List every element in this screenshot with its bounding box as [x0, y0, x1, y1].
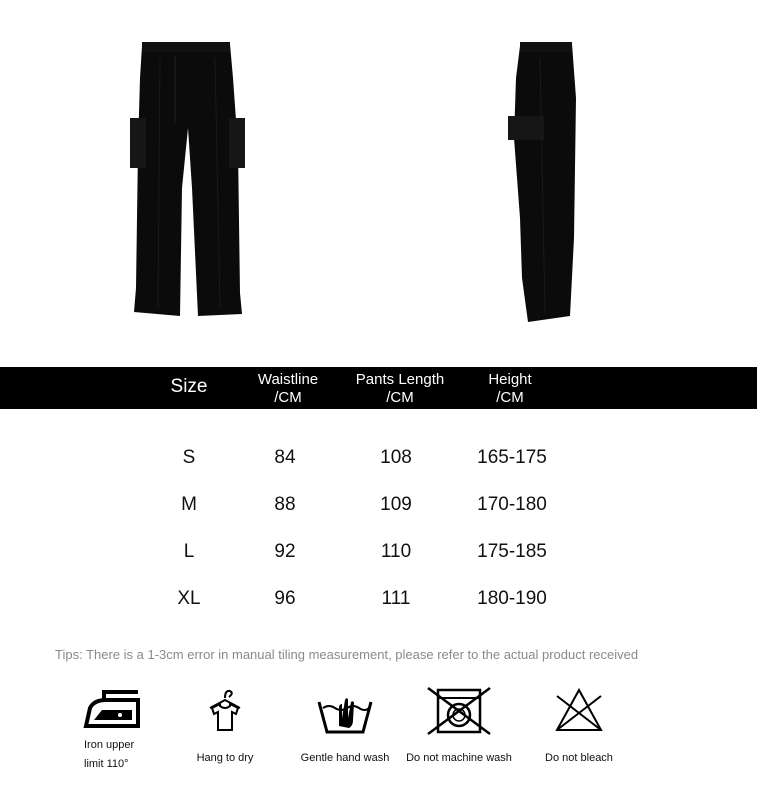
table-row [0, 534, 757, 581]
product-front-photo [130, 38, 245, 323]
care-iron-label: Iron upper limit 110° [84, 739, 135, 770]
size-cell: S [182, 447, 196, 468]
care-iron [78, 686, 146, 774]
care-no-machine-wash-label: Do not machine wash [406, 752, 512, 764]
table-row [0, 581, 757, 628]
care-hang-dry-label: Hang to dry [196, 752, 254, 764]
size-cell: M [181, 494, 197, 515]
height-cell: 170-180 [477, 494, 547, 515]
measurement-tips: Tips: There is a 1-3cm error in manual tiling measurement, please refer to the actual product received [55, 647, 639, 662]
iron-icon [82, 686, 142, 736]
care-no-machine-wash [398, 686, 520, 768]
pants-length-cell: 110 [380, 541, 412, 562]
care-no-bleach-label: Do not bleach [545, 752, 613, 764]
height-cell: 165-175 [477, 447, 547, 468]
care-hang-dry [190, 686, 260, 768]
size-cell: XL [177, 588, 201, 609]
waistline-cell: 84 [274, 447, 296, 468]
table-row [0, 487, 757, 534]
size-cell: L [183, 541, 195, 562]
pants-length-cell: 111 [381, 588, 411, 609]
pants-side-image [500, 38, 580, 323]
size-column-header: Size [170, 376, 208, 397]
care-no-bleach [535, 686, 623, 768]
hang-dry-icon [200, 686, 250, 736]
waistline-cell: 88 [274, 494, 296, 515]
pants-length-cell: 109 [380, 494, 412, 515]
pants-front-image [130, 38, 245, 323]
hand-wash-icon [315, 686, 375, 736]
table-row [0, 440, 757, 487]
waistline-cell: 92 [274, 541, 296, 562]
pants-length-column-header: Pants Length /CM [355, 371, 445, 406]
care-hand-wash [290, 686, 400, 768]
no-machine-wash-icon [424, 686, 494, 736]
care-hand-wash-label: Gentle hand wash [300, 752, 390, 764]
pants-length-cell: 108 [380, 447, 412, 468]
product-side-photo [500, 38, 580, 323]
no-bleach-icon [551, 686, 607, 736]
waistline-cell: 96 [274, 588, 296, 609]
height-cell: 180-190 [477, 588, 547, 609]
size-table-header [0, 367, 757, 409]
height-cell: 175-185 [477, 541, 547, 562]
height-column-header: Height /CM [488, 371, 532, 406]
waistline-column-header: Waistline /CM [257, 371, 319, 406]
